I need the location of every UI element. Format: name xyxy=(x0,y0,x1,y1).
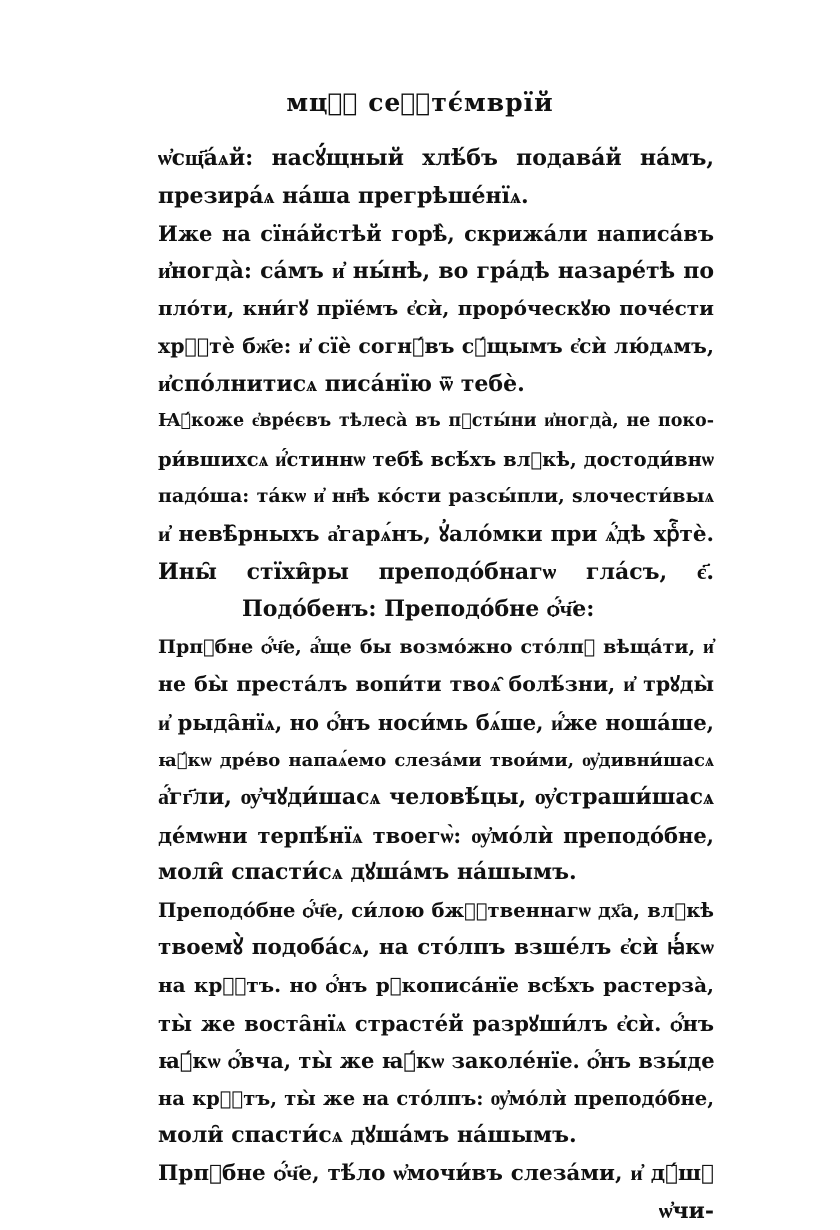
text-line: ѡ҆сщ҃а́ѧй: насꙋ́щный хлѣ́бъ подава́й на́мъ, xyxy=(158,145,714,171)
text-line: а҆́гг҃ли, ѹ҆чꙋди́шасѧ человѣ́цы, ѹ҆страши́шасѧ xyxy=(158,784,714,811)
text-line: ꙗ҆́кѡ ѻ҆́вча, ты̀ же ꙗ҆́кѡ заколе́нїе. ѻ҆́нъ взы́де xyxy=(158,1048,715,1074)
text-line-initial: Прпⷣбне ѻ҆́ч҃е, а҆́ще бы возмо́жно сто́лпꙋ вѣща́ти, и҆ xyxy=(158,635,714,658)
text-line-initial: Ꙗ҆́коже є҆вре́євъ тѣлеса̀ въ пꙋсты́ни и҆ногда̀, не поко- xyxy=(158,411,714,432)
text-line: де́мѡни терпѣ́нїѧ твоегѡ̀: ѹ҆мо́лѝ преподо́бне, xyxy=(158,822,714,848)
text-line: ри́вшихсѧ и҆́стиннѡ тебѣ̀ всѣ́хъ влⷣкѣ, достоди́внѡ xyxy=(158,447,714,471)
text-line: и҆ногда̀: са́мъ и҆ ны́нѣ, во гра́дѣ назаре́тѣ по xyxy=(158,257,714,284)
text-line: Подо́бенъ: Преподо́бне ѻ҆́ч҃е: xyxy=(242,596,595,623)
text-line: ты̀ же воста̑нїѧ страсте́й разрꙋши́лъ є҆сѝ. ѻ҆́нъ xyxy=(158,1010,714,1036)
text-line: ꙗ҆́кѡ дре́во напаѧ́емо слеза́ми твои́ми, ѹ҆дивни́шасѧ xyxy=(158,749,714,771)
text-line: и҆спо́лнитисѧ писа́нїю ѿ тебѐ. xyxy=(158,370,525,397)
text-line-initial: Преподо́бне ѻ҆́ч҃е, си́лою бжⷭ҇твеннагѡ дх҃а, влⷣкѣ xyxy=(158,898,714,922)
text-line: Иже на сїна́йстѣй горѣ̀, скрижа́ли написа́въ xyxy=(158,221,714,247)
text-line: падо́ша: та́кѡ и҆ нн҃ѣ ко́сти разсы́пли, ѕлочести́выѧ xyxy=(158,485,714,508)
text-line: моли̑ спасти́сѧ дꙋша́мъ на́шымъ. xyxy=(158,859,577,886)
text-line-initial: Прпⷣбне ѻ҆́ч҃е, тѣ́ло ѡ҆мочи́въ слеза́ми, и҆ дꙋ́шꙋ xyxy=(158,1161,714,1187)
text-line: презира́ѧ на́ша прегрѣше́нїѧ. xyxy=(158,182,529,209)
text-line: на крⷭ҇тъ, ты̀ же на сто́лпъ: ѹ҆мо́лѝ преподо́бне, xyxy=(158,1086,714,1110)
text-line: на крⷭ҇тъ. но ѻ҆́нъ рꙋкописа́нїе всѣ́хъ растерза̀, xyxy=(158,973,714,998)
text-block xyxy=(158,140,714,1230)
text-line: не бы̀ преста́лъ вопи́ти твоѧ̑ болѣ́зни, и҆ трꙋды̀ xyxy=(158,672,714,697)
text-line: и҆ рыда̑нїѧ, но ѻ҆́нъ носи́мь бѧ́ше, и҆́же ноша́ше, xyxy=(158,709,714,735)
page-header: мцⷭ҇ сеⷫ҇тє́мврїй xyxy=(286,88,554,117)
text-line: ѡ҆чи- xyxy=(658,1197,714,1224)
text-line: Ины̑ стїхи̑ры преподо́бнагѡ гла́съ, є҃. xyxy=(158,558,714,585)
text-line: пло́ти, кни́гꙋ прїе́мъ є҆сѝ, проро́ческꙋю поче́сти xyxy=(158,296,714,321)
text-line: хрⷭ҇тѐ бж҃е: и҆ сїѐ согнꙋ́въ сꙋ́щымъ є҆сѝ лю́дѧмъ, xyxy=(158,333,714,358)
text-line: твоемꙋ̀ подоба́сѧ, на сто́лпъ взше́лъ є҆сѝ ꙗ҆́кѡ xyxy=(158,935,714,961)
text-line: и҆ невѣ̑рныхъ а҆гарѧ́нъ, ꙋ҆ало́мки при ѧ҆́дѣ хрⷭ҇тѐ. xyxy=(158,521,714,547)
text-line: моли̑ спасти́сѧ дꙋша́мъ на́шымъ. xyxy=(158,1122,577,1149)
